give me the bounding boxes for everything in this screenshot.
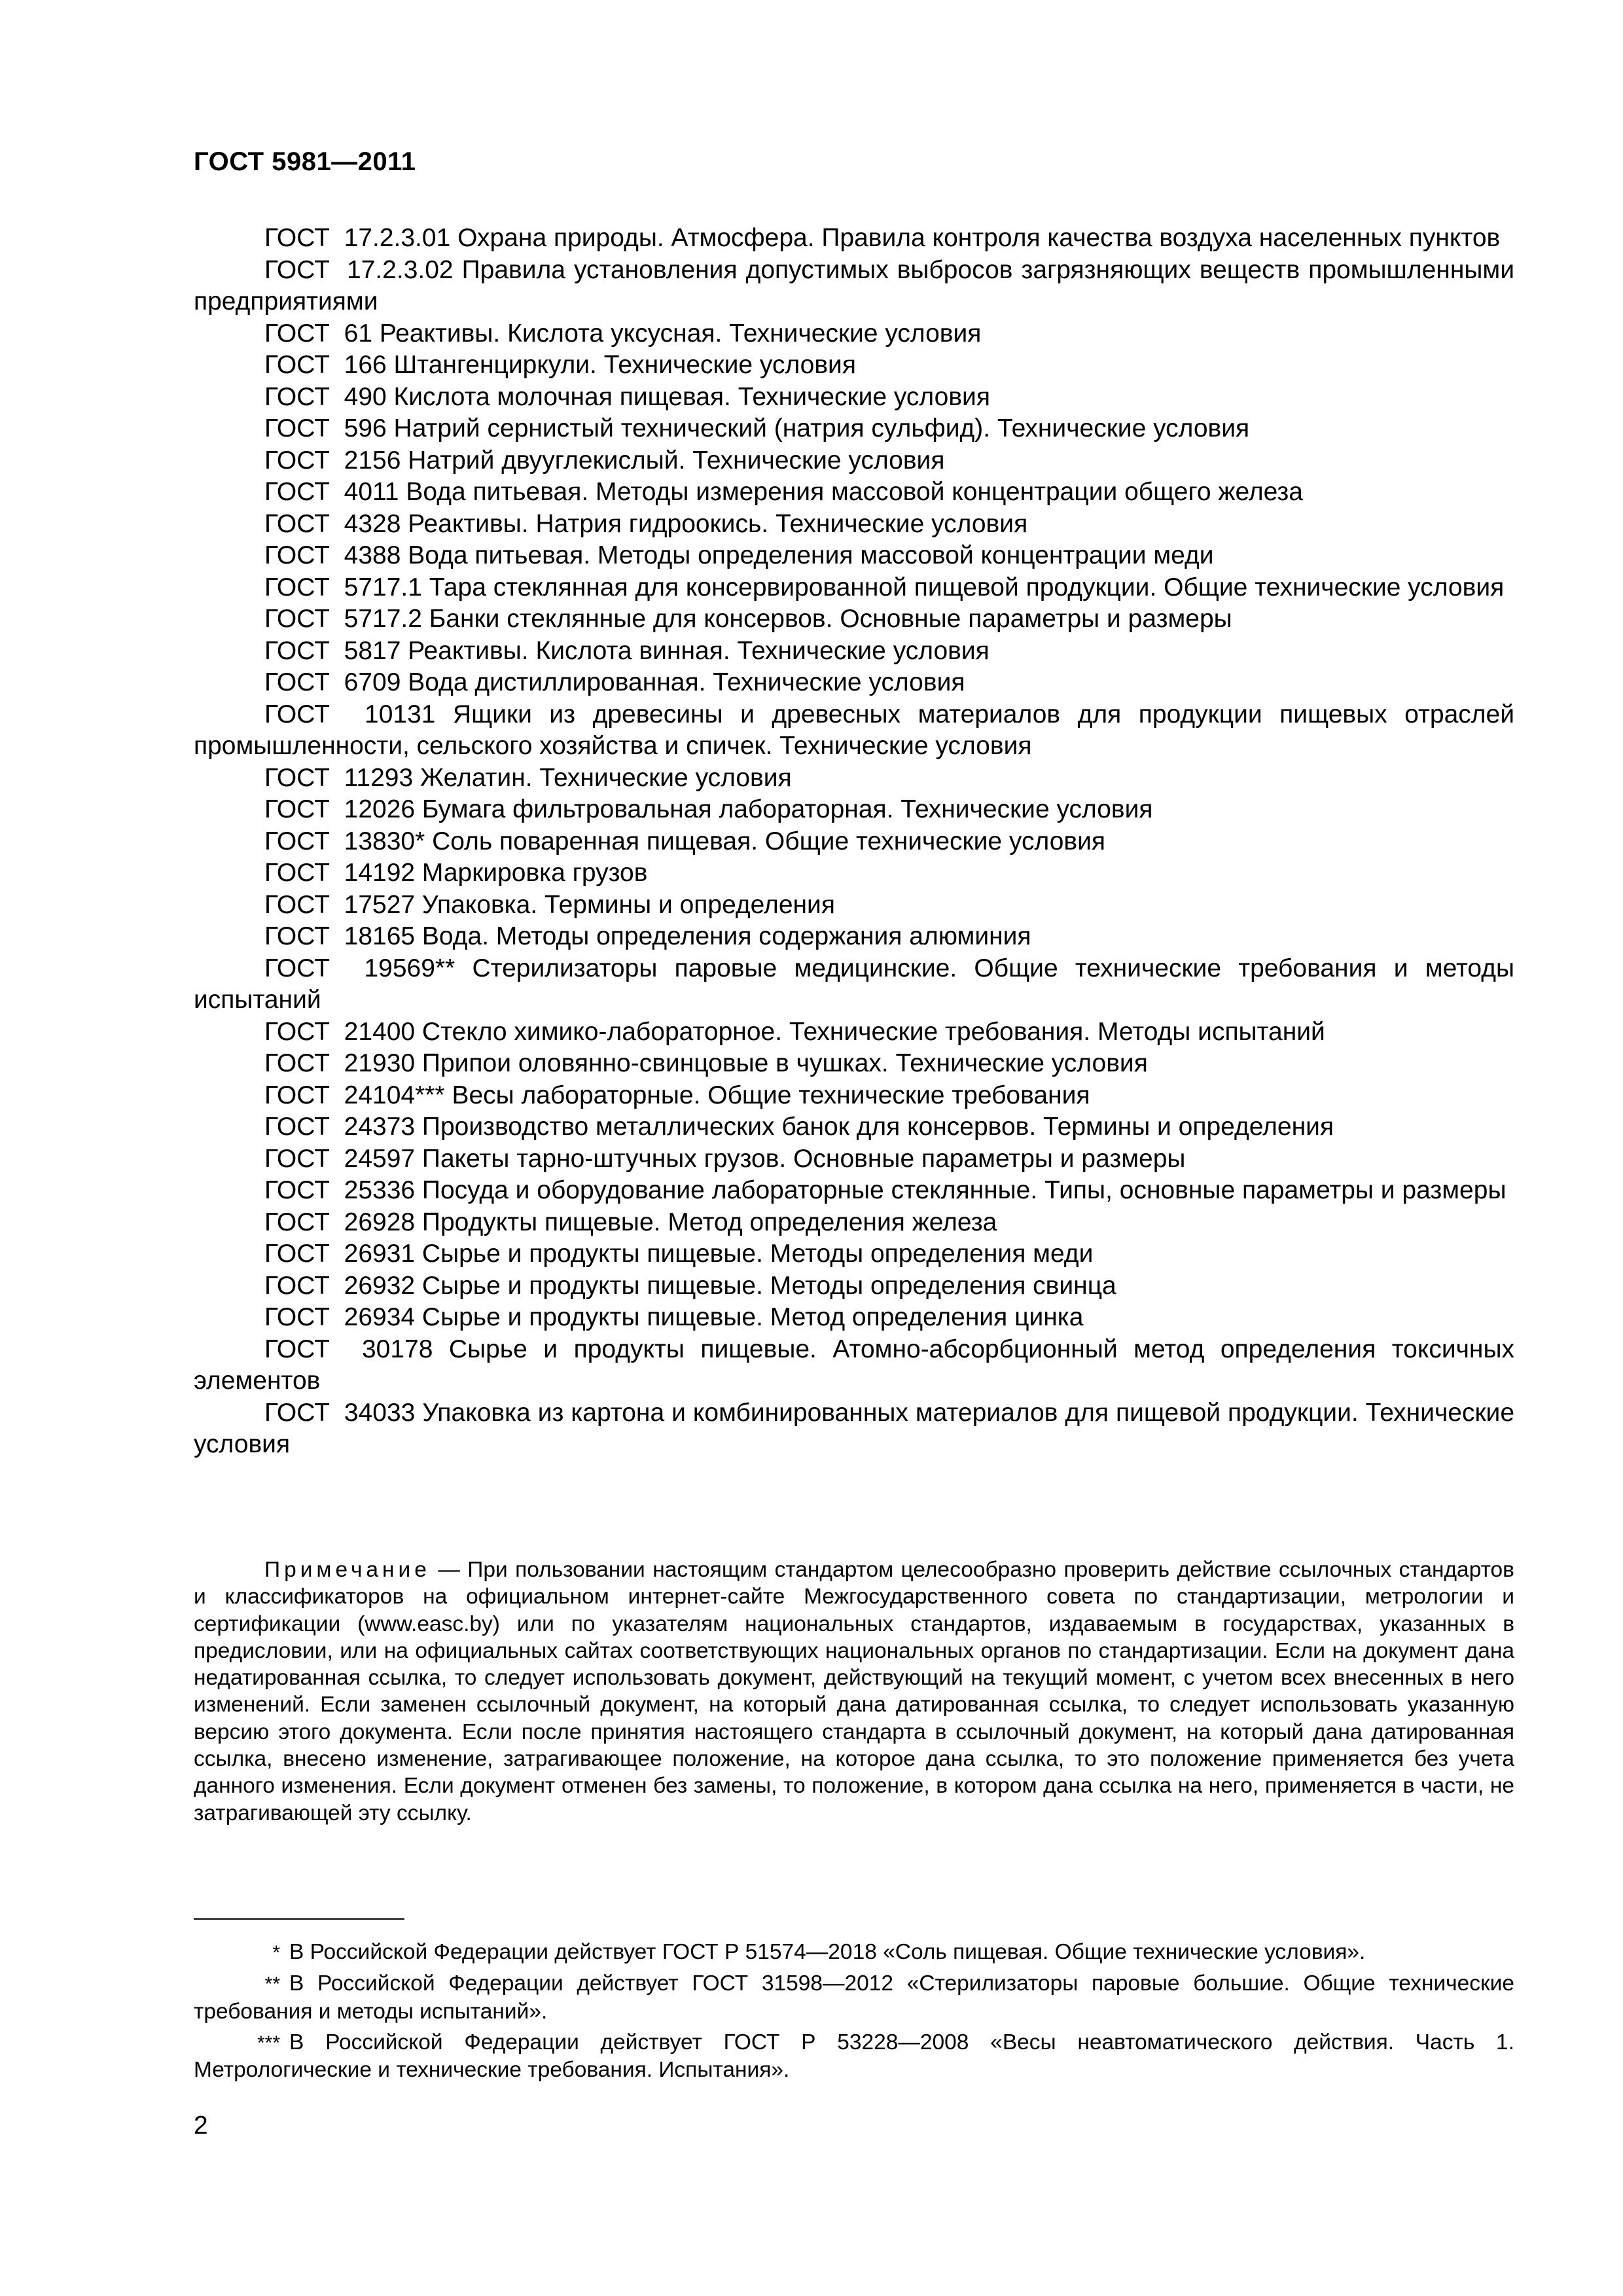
reference-item — [194, 921, 1514, 953]
reference-item — [194, 1238, 1514, 1270]
reference-code: ГОСТ 25336 — [264, 1176, 416, 1204]
reference-title: Продукты пищевые. Метод определения железа — [421, 1208, 997, 1236]
reference-title: Реактивы. Кислота винная. Технические условия — [408, 636, 990, 665]
reference-item — [194, 889, 1514, 922]
reference-code: ГОСТ 4328 — [264, 509, 401, 538]
reference-item — [194, 1111, 1514, 1143]
reference-title: Натрий двууглекислый. Технические условия — [408, 446, 945, 475]
reference-title: Маркировка грузов — [421, 859, 648, 887]
reference-code: ГОСТ 5717.1 — [264, 573, 422, 601]
reference-item — [194, 572, 1514, 604]
note-paragraph — [194, 1556, 1514, 1827]
reference-title: Штангенциркули. Технические условия — [393, 351, 856, 379]
reference-item — [194, 667, 1514, 699]
reference-code: ГОСТ 19569** — [264, 954, 455, 982]
reference-title: Желатин. Технические условия — [420, 763, 792, 792]
reference-item — [194, 1270, 1514, 1302]
reference-code: ГОСТ 4011 — [264, 478, 399, 506]
footnote-mark: *** — [257, 2032, 280, 2054]
footnote-mark: ** — [264, 1973, 280, 1996]
reference-title: Упаковка из картона и комбинированных материалов для пищевой продукции. Технические условия — [194, 1398, 1515, 1458]
reference-code: ГОСТ 26934 — [264, 1303, 416, 1331]
reference-item — [194, 1016, 1514, 1049]
reference-title: Сырье и продукты пищевые. Методы определения свинца — [421, 1271, 1116, 1300]
reference-item — [194, 476, 1514, 509]
reference-code: ГОСТ 34033 — [264, 1398, 416, 1427]
reference-title: Посуда и оборудование лабораторные стеклянные. Типы, основные параметры и размеры — [421, 1176, 1507, 1204]
reference-code: ГОСТ 61 — [264, 319, 373, 348]
reference-code: ГОСТ 6709 — [264, 668, 401, 696]
reference-code: ГОСТ 11293 — [264, 763, 414, 792]
reference-code: ГОСТ 24373 — [264, 1113, 416, 1141]
footnote-text: В Российской Федерации действует ГОСТ Р 53228—2008 «Весы неавтоматического действия. Часть 1. Метрологические и технические требования. Испытания». — [194, 2030, 1514, 2083]
reference-item — [194, 857, 1514, 889]
reference-code: ГОСТ 2156 — [264, 446, 401, 475]
footnote-item — [194, 2029, 1514, 2084]
reference-title: Припои оловянно-свинцовые в чушках. Технические условия — [421, 1049, 1148, 1077]
reference-title: Весы лабораторные. Общие технические требования — [452, 1081, 1090, 1109]
note-dash: — — [430, 1558, 468, 1582]
reference-title: Соль поваренная пищевая. Общие технические условия — [432, 827, 1106, 855]
reference-title: Сырье и продукты пищевые. Метод определения цинка — [421, 1303, 1084, 1331]
footnote-item — [194, 1939, 1514, 1966]
reference-title: Производство металлических банок для консервов. Термины и определения — [421, 1113, 1334, 1141]
reference-code: ГОСТ 17527 — [264, 890, 416, 919]
reference-code: ГОСТ 24597 — [264, 1144, 416, 1173]
reference-item — [194, 1048, 1514, 1080]
footnote-text: В Российской Федерации действует ГОСТ 31598—2012 «Стерилизаторы паровые большие. Общие технические требования и методы испытаний». — [194, 1971, 1514, 2024]
reference-code: ГОСТ 24104*** — [264, 1081, 445, 1109]
reference-title: Сырье и продукты пищевые. Атомно-абсорбционный метод определения токсичных элементов — [194, 1335, 1514, 1395]
reference-item — [194, 1334, 1514, 1397]
reference-title: Вода питьевая. Методы измерения массовой концентрации общего железа — [406, 478, 1303, 506]
page-header-title: ГОСТ 5981—2011 — [194, 147, 416, 176]
reference-item — [194, 636, 1514, 668]
reference-code: ГОСТ 18165 — [264, 922, 416, 950]
reference-code: ГОСТ 30178 — [264, 1335, 433, 1363]
reference-code: ГОСТ 26931 — [264, 1240, 416, 1268]
reference-title: Тара стеклянная для консервированной пищевой продукции. Общие технические условия — [429, 573, 1505, 601]
reference-item — [194, 953, 1514, 1016]
reference-code: ГОСТ 21400 — [264, 1017, 416, 1046]
reference-item — [194, 540, 1514, 572]
footnote-item — [194, 1970, 1514, 2025]
reference-code: ГОСТ 166 — [264, 351, 387, 379]
footnote-divider — [194, 1918, 404, 1920]
reference-item — [194, 1397, 1514, 1461]
reference-title: Ящики из древесины и древесных материалов для продукции пищевых отраслей промышленности, сельского хозяйства и спичек. Технические условия — [194, 700, 1514, 760]
reference-title: Бумага фильтровальная лабораторная. Технические условия — [421, 795, 1153, 823]
note-text: При пользовании настоящим стандартом целесообразно проверить действие ссылочных стандартов и классификаторов на официальном интернет-сайте Межгосударственного совета по стандартизации, метрологии и сертификации (www.easc.by) или по указателям национальных стандартов, издаваемым в государствах, указанных в предисловии, или на официальных сайтах соответствующих национальных органов по стандартизации. Если на документ дана недатированная ссылка, то следует использовать документ, действующий на текущий момент, с учетом всех внесенных в него изменений. Если заменен ссылочный документ, на который дана датированная ссылка, то следует использовать указанную версию этого документа. Если после принятия настоящего стандарта в ссылочный документ, на который дана датированная ссылка, внесено изменение, затрагивающее положение, на которое дана ссылка, то это положение применяется без учета данного изменения. Если документ отменен без замены, то положение, в котором дана ссылка на него, применяется в части, не затрагивающей эту ссылку. — [194, 1558, 1514, 1825]
reference-item — [194, 318, 1514, 350]
reference-title: Банки стеклянные для консервов. Основные параметры и размеры — [429, 605, 1232, 633]
footnote-text: В Российской Федерации действует ГОСТ Р 51574—2018 «Соль пищевая. Общие технические условия». — [289, 1940, 1366, 1964]
reference-code: ГОСТ 13830* — [264, 827, 425, 855]
reference-code: ГОСТ 5717.2 — [264, 605, 422, 633]
reference-code: ГОСТ 26932 — [264, 1271, 416, 1300]
reference-title: Кислота молочная пищевая. Технические условия — [393, 382, 990, 411]
reference-item — [194, 1143, 1514, 1175]
reference-code: ГОСТ 26928 — [264, 1208, 416, 1236]
reference-title: Вода питьевая. Методы определения массовой концентрации меди — [408, 541, 1214, 569]
reference-item — [194, 509, 1514, 541]
footnotes — [194, 1939, 1514, 2087]
reference-item — [194, 413, 1514, 445]
reference-item — [194, 255, 1514, 318]
reference-code: ГОСТ 596 — [264, 414, 387, 442]
reference-title: Упаковка. Термины и определения — [421, 890, 835, 919]
reference-title: Сырье и продукты пищевые. Методы определения меди — [421, 1240, 1094, 1268]
reference-title: Вода. Методы определения содержания алюминия — [421, 922, 1031, 950]
page-number: 2 — [194, 2111, 208, 2140]
reference-title: Пакеты тарно-штучных грузов. Основные параметры и размеры — [421, 1144, 1186, 1173]
note-lead: Примечание — [264, 1558, 431, 1582]
reference-title: Реактивы. Кислота уксусная. Технические условия — [379, 319, 982, 348]
reference-code: ГОСТ 14192 — [264, 859, 416, 887]
reference-code: ГОСТ 5817 — [264, 636, 401, 665]
reference-item — [194, 699, 1514, 762]
reference-item — [194, 826, 1514, 858]
reference-item — [194, 1080, 1514, 1112]
reference-title: Натрий сернистый технический (натрия сульфид). Технические условия — [393, 414, 1250, 442]
reference-title: Вода дистиллированная. Технические условия — [408, 668, 965, 696]
reference-code: ГОСТ 10131 — [264, 700, 436, 728]
reference-item — [194, 794, 1514, 826]
reference-code: ГОСТ 21930 — [264, 1049, 416, 1077]
footnote-mark: * — [272, 1942, 280, 1964]
reference-title: Охрана природы. Атмосфера. Правила контроля качества воздуха населенных пунктов — [457, 224, 1501, 252]
reference-title: Реактивы. Натрия гидроокись. Технические условия — [408, 509, 1028, 538]
normative-references-list — [194, 223, 1514, 1461]
reference-item — [194, 1302, 1514, 1334]
reference-item — [194, 1175, 1514, 1207]
reference-code: ГОСТ 17.2.3.02 — [264, 255, 454, 284]
reference-item — [194, 382, 1514, 414]
reference-item — [194, 762, 1514, 795]
reference-title: Правила установления допустимых выбросов загрязняющих веществ промышленными предприятиями — [194, 255, 1514, 315]
reference-item — [194, 223, 1514, 255]
reference-item — [194, 603, 1514, 636]
reference-title: Стерилизаторы паровые медицинские. Общие технические требования и методы испытаний — [194, 954, 1515, 1014]
reference-code: ГОСТ 12026 — [264, 795, 416, 823]
reference-item — [194, 1207, 1514, 1239]
reference-code: ГОСТ 4388 — [264, 541, 401, 569]
reference-title: Стекло химико-лабораторное. Технические требования. Методы испытаний — [421, 1017, 1325, 1046]
reference-item — [194, 350, 1514, 382]
reference-item — [194, 445, 1514, 477]
reference-code: ГОСТ 17.2.3.01 — [264, 224, 451, 252]
reference-code: ГОСТ 490 — [264, 382, 387, 411]
